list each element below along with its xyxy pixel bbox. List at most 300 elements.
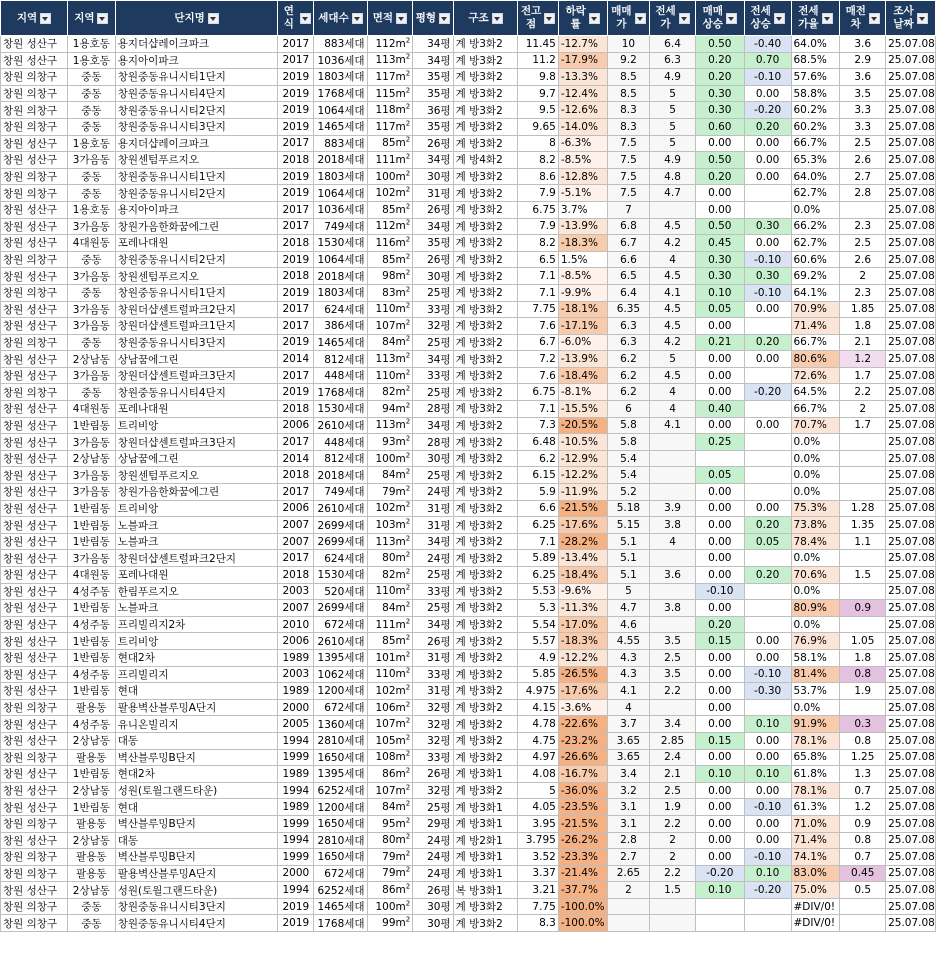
table-cell[interactable]: 1.5 <box>650 882 696 899</box>
table-cell[interactable]: 4 <box>650 401 696 418</box>
table-cell[interactable]: 1989 <box>278 649 314 666</box>
table-cell[interactable]: 계 방3화2 <box>453 268 518 285</box>
table-cell[interactable]: 4.78 <box>518 716 558 733</box>
table-cell[interactable] <box>650 467 696 484</box>
table-cell[interactable]: 5.3 <box>518 600 558 617</box>
table-cell[interactable]: 25.07.08 <box>886 301 936 318</box>
table-cell[interactable]: $107m^2$ <box>367 782 413 799</box>
table-cell[interactable]: 창원 성산구 <box>1 500 68 517</box>
table-cell[interactable]: 계 방3화2 <box>453 633 518 650</box>
table-cell[interactable]: -11.3% <box>558 600 607 617</box>
table-cell[interactable]: 4성주동 <box>67 583 115 600</box>
table-cell[interactable]: 계 방3화2 <box>453 484 518 501</box>
table-cell[interactable] <box>840 898 886 915</box>
table-cell[interactable]: 7.1 <box>518 284 558 301</box>
table-cell[interactable]: 75.0% <box>791 882 840 899</box>
table-cell[interactable]: $79m^2$ <box>367 865 413 882</box>
table-cell[interactable]: 창원 성산구 <box>1 766 68 783</box>
table-cell[interactable]: 0.00 <box>695 815 744 832</box>
table-cell[interactable]: 25.07.08 <box>886 849 936 866</box>
table-cell[interactable]: 2.7 <box>607 849 650 866</box>
table-cell[interactable]: 80.6% <box>791 351 840 368</box>
table-cell[interactable]: 중동 <box>67 915 115 932</box>
table-cell[interactable]: 10 <box>607 36 650 53</box>
table-cell[interactable]: 3.65 <box>607 749 650 766</box>
table-cell[interactable]: 34평 <box>413 52 453 69</box>
table-cell[interactable]: 0.10 <box>695 882 744 899</box>
table-cell[interactable]: 노블파크 <box>115 600 278 617</box>
table-cell[interactable]: 65.3% <box>791 152 840 169</box>
table-cell[interactable]: 1989 <box>278 799 314 816</box>
table-cell[interactable]: 중동 <box>67 102 115 119</box>
table-cell[interactable]: 25.07.08 <box>886 367 936 384</box>
table-cell[interactable]: 0.00 <box>695 716 744 733</box>
table-cell[interactable]: $102m^2$ <box>367 683 413 700</box>
table-cell[interactable]: 32평 <box>413 782 453 799</box>
table-cell[interactable]: 계 방3화2 <box>453 334 518 351</box>
table-cell[interactable]: 창원 의창구 <box>1 168 68 185</box>
table-cell[interactable]: 창원센텀푸르지오 <box>115 467 278 484</box>
table-cell[interactable]: 계 방3화2 <box>453 85 518 102</box>
table-cell[interactable]: 11.2 <box>518 52 558 69</box>
table-cell[interactable] <box>650 915 696 932</box>
table-cell[interactable]: $85m^2$ <box>367 251 413 268</box>
table-cell[interactable]: 창원 성산구 <box>1 633 68 650</box>
table-cell[interactable]: 6.2 <box>518 450 558 467</box>
table-cell[interactable]: 1064세대 <box>314 185 367 202</box>
table-cell[interactable]: 창원 성산구 <box>1 716 68 733</box>
table-cell[interactable]: 계 방3화2 <box>453 434 518 451</box>
table-cell[interactable]: -18.4% <box>558 367 607 384</box>
table-cell[interactable]: 트리비앙 <box>115 500 278 517</box>
table-cell[interactable]: 25.07.08 <box>886 832 936 849</box>
table-cell[interactable]: 3가음동 <box>67 467 115 484</box>
table-cell[interactable]: 0.0% <box>791 450 840 467</box>
table-cell[interactable]: 9.7 <box>518 85 558 102</box>
table-cell[interactable]: 1036세대 <box>314 52 367 69</box>
table-cell[interactable]: -9.6% <box>558 583 607 600</box>
table-cell[interactable]: 2017 <box>278 434 314 451</box>
table-cell[interactable]: $102m^2$ <box>367 185 413 202</box>
table-cell[interactable]: 65.8% <box>791 749 840 766</box>
table-cell[interactable]: 창원 성산구 <box>1 732 68 749</box>
table-cell[interactable]: 25.07.08 <box>886 69 936 86</box>
table-cell[interactable]: 61.8% <box>791 766 840 783</box>
table-cell[interactable]: 0.00 <box>744 235 791 252</box>
table-cell[interactable]: 25.07.08 <box>886 318 936 335</box>
table-cell[interactable]: 2.3 <box>840 284 886 301</box>
table-cell[interactable]: 2018 <box>278 152 314 169</box>
table-cell[interactable]: 0.00 <box>744 633 791 650</box>
table-cell[interactable]: 60.2% <box>791 118 840 135</box>
table-cell[interactable]: -100.0% <box>558 915 607 932</box>
table-cell[interactable]: 계 방3화2 <box>453 417 518 434</box>
table-cell[interactable]: 1.3 <box>840 766 886 783</box>
filter-dropdown-icon[interactable] <box>726 13 737 24</box>
table-cell[interactable]: 2010 <box>278 616 314 633</box>
table-cell[interactable] <box>650 434 696 451</box>
table-cell[interactable]: 25평 <box>413 284 453 301</box>
table-cell[interactable]: $113m^2$ <box>367 533 413 550</box>
table-cell[interactable]: 8 <box>518 135 558 152</box>
table-cell[interactable]: -12.8% <box>558 168 607 185</box>
table-cell[interactable]: 8.5 <box>607 69 650 86</box>
table-cell[interactable]: 4대원동 <box>67 567 115 584</box>
table-cell[interactable]: 4.9 <box>650 69 696 86</box>
table-cell[interactable]: 4.5 <box>650 301 696 318</box>
table-cell[interactable]: 0.00 <box>744 500 791 517</box>
table-cell[interactable] <box>744 616 791 633</box>
table-cell[interactable]: 팔용동 <box>67 849 115 866</box>
table-cell[interactable]: 0.0% <box>791 467 840 484</box>
table-cell[interactable]: -14.0% <box>558 118 607 135</box>
table-cell[interactable]: 용지아이파크 <box>115 201 278 218</box>
table-cell[interactable]: $111m^2$ <box>367 616 413 633</box>
table-cell[interactable]: 3.6 <box>840 69 886 86</box>
table-cell[interactable]: 2007 <box>278 517 314 534</box>
table-cell[interactable]: 상남꿈에그린 <box>115 450 278 467</box>
table-cell[interactable]: 프리빌리지2차 <box>115 616 278 633</box>
table-cell[interactable]: 33평 <box>413 583 453 600</box>
table-cell[interactable]: $101m^2$ <box>367 649 413 666</box>
table-cell[interactable]: 계 방3화2 <box>453 749 518 766</box>
table-cell[interactable]: 4.1 <box>607 683 650 700</box>
table-cell[interactable]: 창원 의창구 <box>1 85 68 102</box>
table-cell[interactable]: 66.7% <box>791 401 840 418</box>
table-cell[interactable]: 0.00 <box>744 749 791 766</box>
table-cell[interactable]: 2.6 <box>840 251 886 268</box>
table-cell[interactable] <box>744 185 791 202</box>
table-cell[interactable]: $86m^2$ <box>367 882 413 899</box>
table-cell[interactable]: -8.5% <box>558 268 607 285</box>
table-cell[interactable]: 0.0% <box>791 434 840 451</box>
table-cell[interactable]: -0.10 <box>744 849 791 866</box>
table-cell[interactable]: 1803세대 <box>314 284 367 301</box>
table-cell[interactable]: 3.9 <box>650 500 696 517</box>
table-cell[interactable]: 창원 의창구 <box>1 699 68 716</box>
table-cell[interactable]: 1994 <box>278 832 314 849</box>
table-cell[interactable]: 64.0% <box>791 36 840 53</box>
table-cell[interactable]: 대동 <box>115 732 278 749</box>
table-cell[interactable]: 25.07.08 <box>886 185 936 202</box>
table-cell[interactable]: 1.25 <box>840 749 886 766</box>
table-cell[interactable]: 3.4 <box>607 766 650 783</box>
table-cell[interactable]: 64.0% <box>791 168 840 185</box>
table-cell[interactable]: 창원 의창구 <box>1 749 68 766</box>
table-cell[interactable]: 3가음동 <box>67 152 115 169</box>
table-cell[interactable]: 계 방3화2 <box>453 500 518 517</box>
table-cell[interactable]: 520세대 <box>314 583 367 600</box>
table-cell[interactable]: $105m^2$ <box>367 732 413 749</box>
table-cell[interactable]: 벽산블루밍B단지 <box>115 849 278 866</box>
table-cell[interactable]: -12.7% <box>558 36 607 53</box>
table-cell[interactable]: 25.07.08 <box>886 666 936 683</box>
table-cell[interactable]: -0.20 <box>744 102 791 119</box>
table-cell[interactable]: 6.5 <box>518 251 558 268</box>
table-cell[interactable]: -12.2% <box>558 649 607 666</box>
table-cell[interactable]: 25평 <box>413 600 453 617</box>
table-cell[interactable]: 0.0% <box>791 583 840 600</box>
table-cell[interactable]: $98m^2$ <box>367 268 413 285</box>
table-cell[interactable]: 1반림동 <box>67 533 115 550</box>
table-cell[interactable]: 3.65 <box>607 732 650 749</box>
table-cell[interactable]: 6.8 <box>607 218 650 235</box>
table-cell[interactable]: 창원 의창구 <box>1 898 68 915</box>
table-cell[interactable]: 25.07.08 <box>886 500 936 517</box>
table-cell[interactable]: -8.1% <box>558 384 607 401</box>
table-cell[interactable]: 계 방3화2 <box>453 69 518 86</box>
table-cell[interactable]: 0.00 <box>695 699 744 716</box>
table-cell[interactable]: 26평 <box>413 201 453 218</box>
table-cell[interactable]: 0.00 <box>695 849 744 866</box>
table-cell[interactable]: 0.9 <box>840 815 886 832</box>
table-cell[interactable]: 0.00 <box>744 152 791 169</box>
table-cell[interactable]: 계 방3화2 <box>453 218 518 235</box>
table-cell[interactable]: 883세대 <box>314 36 367 53</box>
table-cell[interactable]: 4 <box>650 384 696 401</box>
table-cell[interactable]: 계 방3화1 <box>453 766 518 783</box>
table-cell[interactable]: 8.3 <box>607 102 650 119</box>
table-cell[interactable]: 2006 <box>278 500 314 517</box>
table-cell[interactable]: 2018 <box>278 567 314 584</box>
table-cell[interactable]: 0.00 <box>695 417 744 434</box>
table-cell[interactable]: -17.0% <box>558 616 607 633</box>
table-cell[interactable]: 4 <box>650 533 696 550</box>
table-cell[interactable]: 계 방3화2 <box>453 367 518 384</box>
table-cell[interactable]: 창원 의창구 <box>1 384 68 401</box>
table-cell[interactable]: 73.8% <box>791 517 840 534</box>
table-cell[interactable]: 35평 <box>413 85 453 102</box>
table-cell[interactable]: 0.00 <box>695 749 744 766</box>
table-cell[interactable]: 1반림동 <box>67 633 115 650</box>
table-cell[interactable]: 5.4 <box>607 467 650 484</box>
table-cell[interactable]: 1.8 <box>840 318 886 335</box>
table-cell[interactable]: -12.6% <box>558 102 607 119</box>
table-cell[interactable]: -18.3% <box>558 235 607 252</box>
table-cell[interactable]: 창원 성산구 <box>1 450 68 467</box>
table-cell[interactable]: 7.1 <box>518 268 558 285</box>
table-cell[interactable]: $110m^2$ <box>367 583 413 600</box>
table-cell[interactable]: -21.5% <box>558 500 607 517</box>
table-cell[interactable]: 계 방3화2 <box>453 467 518 484</box>
table-cell[interactable]: 3.3 <box>840 118 886 135</box>
table-cell[interactable] <box>840 699 886 716</box>
table-cell[interactable]: $80m^2$ <box>367 550 413 567</box>
table-cell[interactable]: 1반림동 <box>67 799 115 816</box>
table-cell[interactable] <box>744 467 791 484</box>
table-cell[interactable]: 0.00 <box>695 185 744 202</box>
table-cell[interactable]: -17.6% <box>558 517 607 534</box>
table-cell[interactable]: 26평 <box>413 135 453 152</box>
table-cell[interactable]: $80m^2$ <box>367 832 413 849</box>
table-cell[interactable]: 계 방3화2 <box>453 318 518 335</box>
table-cell[interactable]: 71.0% <box>791 815 840 832</box>
table-cell[interactable]: 4.1 <box>650 284 696 301</box>
table-cell[interactable]: 58.8% <box>791 85 840 102</box>
table-cell[interactable]: 2상남동 <box>67 832 115 849</box>
table-cell[interactable]: 벽산블루밍B단지 <box>115 815 278 832</box>
table-cell[interactable]: 0.00 <box>695 500 744 517</box>
table-cell[interactable]: 2019 <box>278 185 314 202</box>
table-cell[interactable]: 24평 <box>413 550 453 567</box>
table-cell[interactable]: 한림푸르지오 <box>115 583 278 600</box>
table-cell[interactable]: 76.9% <box>791 633 840 650</box>
table-cell[interactable]: 25.07.08 <box>886 533 936 550</box>
table-cell[interactable]: 3가음동 <box>67 434 115 451</box>
table-cell[interactable]: $117m^2$ <box>367 118 413 135</box>
table-cell[interactable]: -11.9% <box>558 484 607 501</box>
table-cell[interactable]: 창원 성산구 <box>1 799 68 816</box>
table-cell[interactable]: 2.1 <box>650 766 696 783</box>
table-cell[interactable]: 0.20 <box>695 69 744 86</box>
table-cell[interactable]: 창원 성산구 <box>1 434 68 451</box>
filter-dropdown-icon[interactable] <box>208 13 219 24</box>
table-cell[interactable]: 25.07.08 <box>886 135 936 152</box>
table-cell[interactable]: 5.53 <box>518 583 558 600</box>
table-cell[interactable]: 창원더샵센트럴파크2단지 <box>115 301 278 318</box>
table-cell[interactable]: 35평 <box>413 118 453 135</box>
table-cell[interactable] <box>744 898 791 915</box>
table-cell[interactable]: 5 <box>650 135 696 152</box>
table-cell[interactable]: 0.50 <box>695 152 744 169</box>
filter-dropdown-icon[interactable] <box>492 13 503 24</box>
table-cell[interactable]: $82m^2$ <box>367 384 413 401</box>
table-cell[interactable]: $110m^2$ <box>367 367 413 384</box>
table-cell[interactable]: -3.6% <box>558 699 607 716</box>
table-cell[interactable] <box>650 583 696 600</box>
table-cell[interactable]: 0.00 <box>695 832 744 849</box>
table-cell[interactable]: 1반림동 <box>67 517 115 534</box>
table-cell[interactable]: 3.8 <box>650 600 696 617</box>
table-cell[interactable]: 중동 <box>67 185 115 202</box>
table-cell[interactable]: 포레나대원 <box>115 401 278 418</box>
table-cell[interactable] <box>650 550 696 567</box>
table-cell[interactable]: 66.2% <box>791 218 840 235</box>
table-cell[interactable]: -21.4% <box>558 865 607 882</box>
table-cell[interactable]: $84m^2$ <box>367 334 413 351</box>
table-cell[interactable]: 25.07.08 <box>886 102 936 119</box>
filter-dropdown-icon[interactable] <box>97 13 108 24</box>
table-cell[interactable]: 4.2 <box>650 235 696 252</box>
table-cell[interactable]: 노블파크 <box>115 533 278 550</box>
table-cell[interactable]: 1999 <box>278 849 314 866</box>
table-cell[interactable]: 3.795 <box>518 832 558 849</box>
table-cell[interactable]: $113m^2$ <box>367 417 413 434</box>
table-cell[interactable]: 2019 <box>278 384 314 401</box>
table-cell[interactable]: 3.4 <box>650 716 696 733</box>
table-cell[interactable]: #DIV/0! <box>791 898 840 915</box>
table-cell[interactable] <box>607 898 650 915</box>
table-cell[interactable]: 72.6% <box>791 367 840 384</box>
table-cell[interactable]: 6.2 <box>607 384 650 401</box>
table-cell[interactable]: 3.5 <box>650 633 696 650</box>
table-cell[interactable]: 3.1 <box>607 799 650 816</box>
table-cell[interactable]: 672세대 <box>314 616 367 633</box>
table-cell[interactable] <box>650 898 696 915</box>
table-cell[interactable]: 팔용벽산블루밍A단지 <box>115 865 278 882</box>
table-cell[interactable]: 1768세대 <box>314 384 367 401</box>
table-cell[interactable]: 6.4 <box>607 284 650 301</box>
table-cell[interactable]: 4 <box>607 699 650 716</box>
table-cell[interactable]: 창원 성산구 <box>1 367 68 384</box>
table-cell[interactable]: 0.00 <box>695 135 744 152</box>
table-cell[interactable]: 4대원동 <box>67 401 115 418</box>
table-cell[interactable]: 1.28 <box>840 500 886 517</box>
table-cell[interactable]: 0.00 <box>695 600 744 617</box>
table-cell[interactable]: 팔용동 <box>67 699 115 716</box>
table-cell[interactable]: 2017 <box>278 135 314 152</box>
table-cell[interactable]: 25.07.08 <box>886 52 936 69</box>
table-cell[interactable]: 25.07.08 <box>886 434 936 451</box>
table-cell[interactable]: $100m^2$ <box>367 168 413 185</box>
table-cell[interactable]: 29평 <box>413 815 453 832</box>
table-cell[interactable]: 6252세대 <box>314 782 367 799</box>
table-cell[interactable]: 25.07.08 <box>886 484 936 501</box>
table-cell[interactable]: 3.3 <box>840 102 886 119</box>
table-cell[interactable]: 창원센텀푸르지오 <box>115 152 278 169</box>
table-cell[interactable]: 34평 <box>413 36 453 53</box>
table-cell[interactable]: 0.40 <box>695 401 744 418</box>
table-cell[interactable]: 0.0% <box>791 201 840 218</box>
table-cell[interactable]: 4.5 <box>650 218 696 235</box>
table-cell[interactable]: 계 방3화2 <box>453 201 518 218</box>
table-cell[interactable]: 용지더샵레이크파크 <box>115 135 278 152</box>
table-cell[interactable]: 448세대 <box>314 434 367 451</box>
table-cell[interactable]: 1530세대 <box>314 567 367 584</box>
table-cell[interactable]: 2019 <box>278 898 314 915</box>
table-cell[interactable]: 현대 <box>115 683 278 700</box>
table-cell[interactable]: 계 방3화2 <box>453 401 518 418</box>
table-cell[interactable]: 0.15 <box>695 633 744 650</box>
table-cell[interactable]: 2017 <box>278 52 314 69</box>
table-cell[interactable]: 창원 의창구 <box>1 915 68 932</box>
table-cell[interactable]: 25.07.08 <box>886 268 936 285</box>
table-cell[interactable]: 0.8 <box>840 666 886 683</box>
table-cell[interactable]: 창원가음한화꿈에그린 <box>115 218 278 235</box>
table-cell[interactable]: 26평 <box>413 882 453 899</box>
table-cell[interactable]: 7.75 <box>518 898 558 915</box>
table-cell[interactable]: $85m^2$ <box>367 201 413 218</box>
table-cell[interactable]: 0.8 <box>840 732 886 749</box>
table-cell[interactable]: 창원 성산구 <box>1 832 68 849</box>
table-cell[interactable]: 32평 <box>413 732 453 749</box>
table-cell[interactable]: 1994 <box>278 882 314 899</box>
table-cell[interactable]: 25.07.08 <box>886 235 936 252</box>
table-cell[interactable]: $107m^2$ <box>367 318 413 335</box>
table-cell[interactable]: 1용호동 <box>67 36 115 53</box>
table-cell[interactable]: 0.5 <box>840 882 886 899</box>
table-cell[interactable]: $100m^2$ <box>367 898 413 915</box>
table-cell[interactable]: 계 방3화2 <box>453 384 518 401</box>
table-cell[interactable] <box>650 699 696 716</box>
table-cell[interactable]: 28평 <box>413 434 453 451</box>
table-cell[interactable]: 4.5 <box>650 318 696 335</box>
table-cell[interactable] <box>744 201 791 218</box>
table-cell[interactable]: 25.07.08 <box>886 766 936 783</box>
table-cell[interactable]: 0.00 <box>744 815 791 832</box>
table-cell[interactable]: $112m^2$ <box>367 218 413 235</box>
table-cell[interactable]: 0.00 <box>695 567 744 584</box>
table-cell[interactable] <box>744 367 791 384</box>
table-cell[interactable]: 계 방3화1 <box>453 799 518 816</box>
table-cell[interactable]: 2019 <box>278 168 314 185</box>
table-cell[interactable]: 계 방3화2 <box>453 284 518 301</box>
table-cell[interactable]: 25.07.08 <box>886 683 936 700</box>
table-cell[interactable]: 4.55 <box>607 633 650 650</box>
table-cell[interactable]: 창원더샵센트럴파크3단지 <box>115 367 278 384</box>
table-cell[interactable]: 1062세대 <box>314 666 367 683</box>
table-cell[interactable]: 883세대 <box>314 135 367 152</box>
